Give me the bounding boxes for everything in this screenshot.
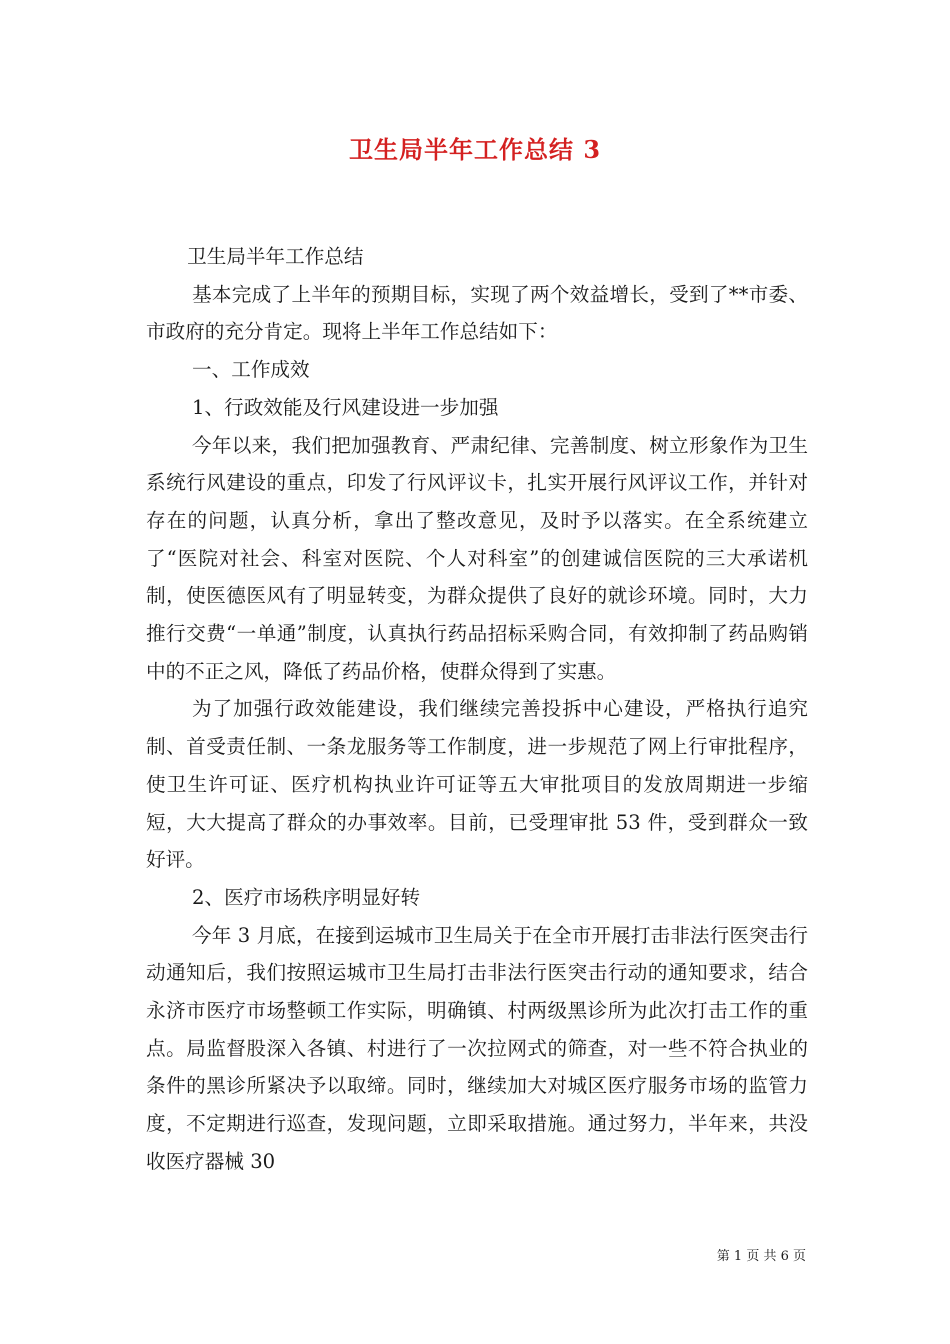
paragraph-subtitle: 卫生局半年工作总结: [187, 245, 364, 268]
subsection-heading-2: 2、医疗市场秩序明显好转: [192, 885, 421, 909]
document-title: 卫生局半年工作总结 3: [348, 135, 602, 164]
paragraph-body: 今年以来，我们把加强教育、严肃纪律、完善制度、树立形象作为卫生系统行风建设的重点，印发了行风评议卡，扎实开展行风评议工作，并针对存在的问题，认真分析，拿出了整改意见，及时予以落实。在全系统建立了“医院对社会、科室对医院、个人对科室”的创建诚信医院的三大承诺机制，使医德医风有了明显转变，为群众提供了良好的就诊环境。同时，大力推行交费“一单通”制度，认真执行药品招标采购合同，有效抑制了药品购销中的不正之风，降低了药品价格，使群众得到了实惠。: [146, 433, 808, 683]
paragraph-intro: 基本完成了上半年的预期目标，实现了两个效益增长，受到了**市委、市政府的充分肯定。现将上半年工作总结如下：: [146, 282, 808, 344]
subsection-heading-1: 1、行政效能及行风建设进一步加强: [192, 395, 499, 419]
document-body: [146, 238, 808, 1181]
paragraph-body: 今年 3 月底，在接到运城市卫生局关于在全市开展打击非法行医突击行动通知后，我们按照运城市卫生局打击非法行医突击行动的通知要求，结合永济市医疗市场整顿工作实际，明确镇、村两级黑诊所为此次打击工作的重点。局监督股深入各镇、村进行了一次拉网式的筛查，对一些不符合执业的条件的黑诊所紧决予以取缔。同时，继续加大对城区医疗服务市场的监管力度，不定期进行巡查，发现问题，立即采取措施。通过努力，半年来，共没收医疗器械 30: [146, 923, 808, 1173]
page-number-footer: 第 1 页 共 6 页: [716, 1249, 806, 1264]
paragraph-body: 为了加强行政效能建设，我们继续完善投拆中心建设，严格执行追究制、首受责任制、一条龙服务等工作制度，进一步规范了网上行审批程序，使卫生许可证、医疗机构执业许可证等五大审批项目的发放周期进一步缩短，大大提高了群众的办事效率。目前，已受理审批 53 件，受到群众一致好评。: [146, 697, 808, 872]
section-heading-achievements: 一、工作成效: [192, 358, 310, 382]
